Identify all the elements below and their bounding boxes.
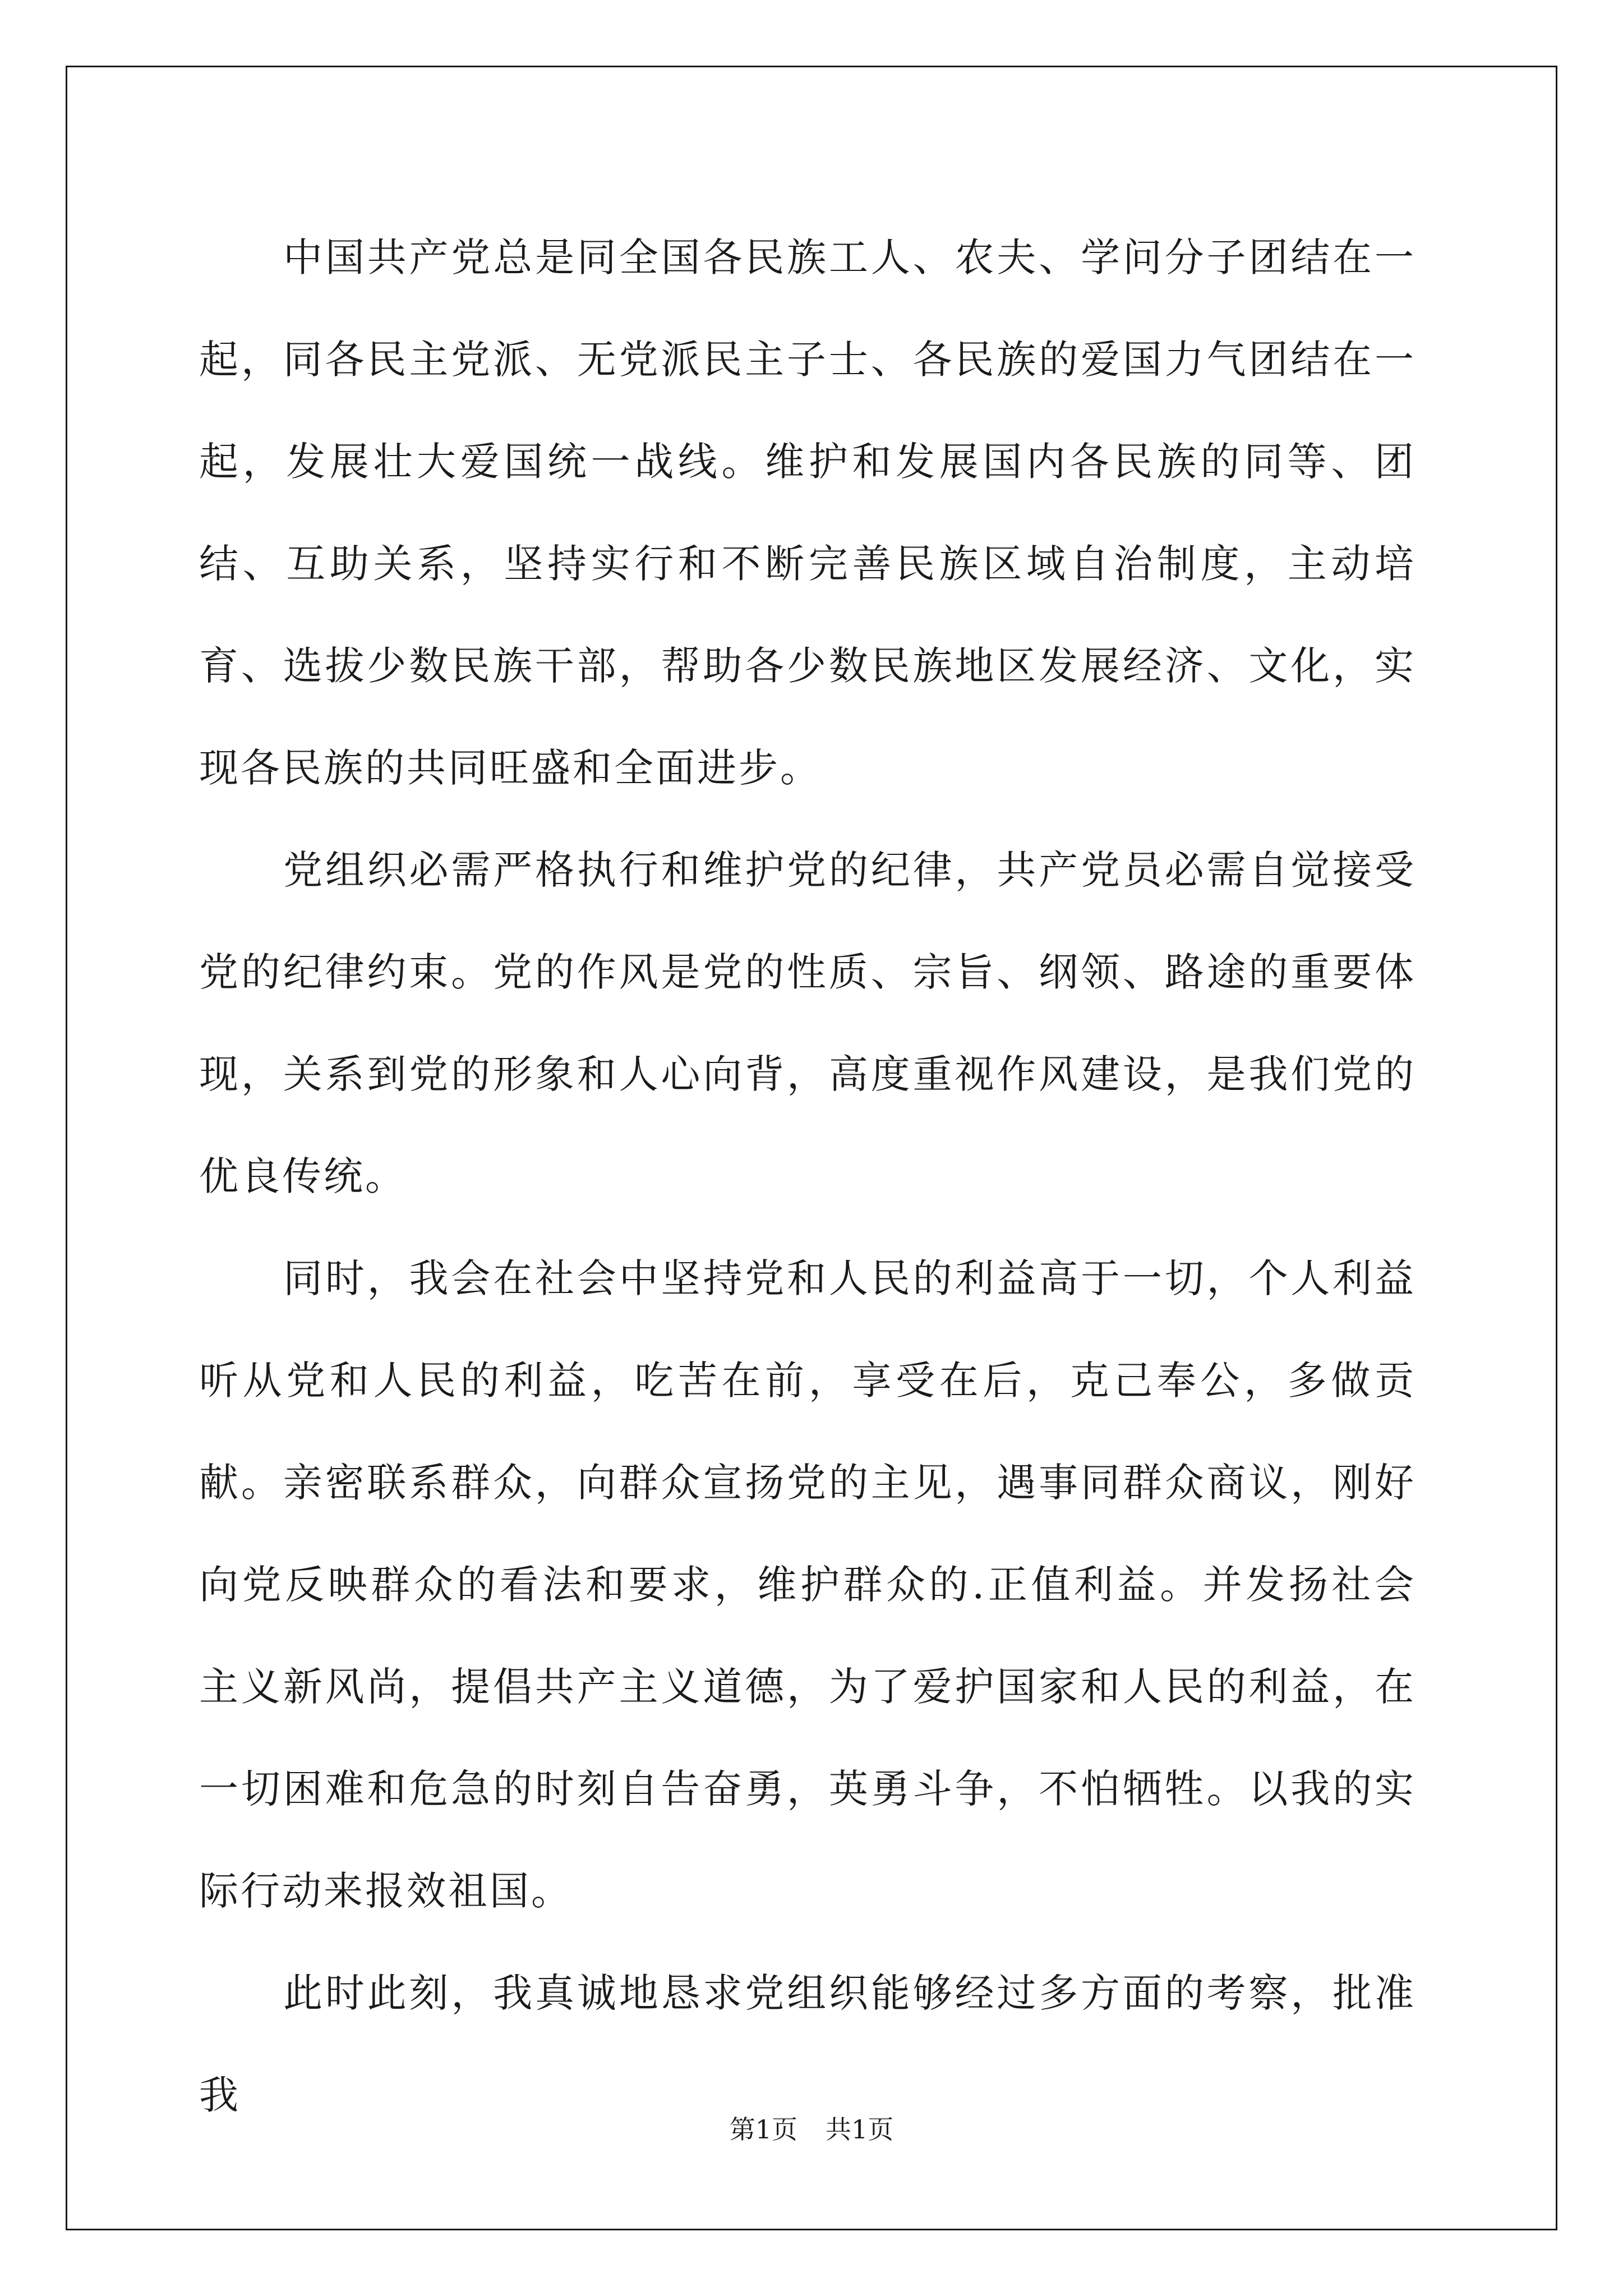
page-number-current: 第1页	[729, 2114, 797, 2145]
document-body	[199, 206, 1416, 2146]
page-number-total: 共1页	[826, 2114, 894, 2145]
paragraph-1: 中国共产党总是同全国各民族工人、农夫、学问分子团结在一起，同各民主党派、无党派民主子士、各民族的爱国力气团结在一起，发展壮大爱国统一战线。维护和发展国内各民族的同等、团结、互助关系，坚持实行和不断完善民族区域自治制度，主动培育、选拔少数民族干部，帮助各少数民族地区发展经济、文化，实现各民族的共同旺盛和全面进步。	[199, 234, 1416, 791]
paragraph-2: 党组织必需严格执行和维护党的纪律，共产党员必需自觉接受党的纪律约束。党的作风是党的性质、宗旨、纲领、路途的重要体现，关系到党的形象和人心向背，高度重视作风建设，是我们党的优良传统。	[199, 847, 1416, 1199]
paragraph-4: 此时此刻，我真诚地恳求党组织能够经过多方面的考察，批准我	[199, 1970, 1416, 2118]
page-footer	[0, 2109, 1623, 2146]
paragraph-3: 同时，我会在社会中坚持党和人民的利益高于一切，个人利益听从党和人民的利益，吃苦在前，享受在后，克己奉公，多做贡献。亲密联系群众，向群众宣扬党的主见，遇事同群众商议，刚好向党反映群众的看法和要求，维护群众的.正值利益。并发扬社会主义新风尚，提倡共产主义道德，为了爱护国家和人民的利益，在一切困难和危急的时刻自告奋勇，英勇斗争，不怕牺牲。以我的实际行动来报效祖国。	[199, 1255, 1416, 1914]
